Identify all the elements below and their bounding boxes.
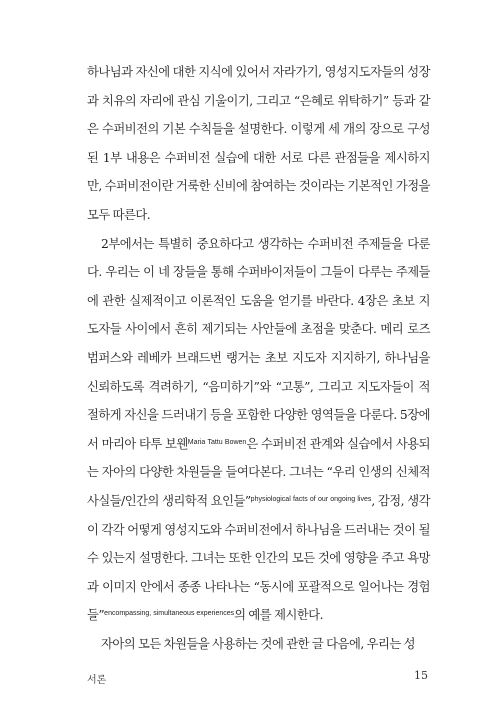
paragraph-3: 자아의 모든 차원들을 사용하는 것에 관한 글 다음에, 우리는 성	[101, 636, 416, 651]
paragraph-1: 하나님과 자신에 대한 지식에 있어서 자라가기, 영성지도자들의 성장과 치유의 자리에 관심 기울이기, 그리고 “은혜로 위탁하기” 등과 같은 수퍼비전의 기본 수칙들을 설명한다. 이렇게 세 개의 장으로 구성된 1부 내용은 수퍼비전 실습에 대한 서로 다른 관점들을 제시하지만, 수퍼비전이란 거룩한 신비에 참여하는 것이라는 기본적인 가정을 모두 따른다.	[87, 65, 430, 222]
paragraph-2-part-d: 의 예를 제시한다.	[234, 608, 324, 623]
footnote-original-phrase-2: encompassing, simultaneous experiences	[104, 610, 235, 618]
paragraph-2-part-c: , 감정, 생각이 각각 어떻게 영성지도와 수퍼비전에서 하나님을 드러내는 것이 될 수 있는지 설명한다. 그녀는 또한 인간의 모든 것에 영향을 주고 욕망과 이미지 안에서 종종 나타나는 “동시에 포괄적으로 일어나는 경험들”	[87, 493, 430, 623]
body-text	[87, 58, 430, 658]
paragraph-2-part-b: 은 수퍼비전 관계와 실습에서 사용되는 자아의 다양한 차원들을 들여다본다. 그녀는 “우리 인생의 신체적 사실들/인간의 생리학적 요인들”	[87, 436, 430, 508]
paragraph-2-part-a: 2부에서는 특별히 중요하다고 생각하는 수퍼비전 주제들을 다룬다. 우리는 이 네 장들을 통해 수퍼바이저들이 그들이 다루는 주제들에 관한 실제적이고 이론적인 도움을 얻기를 바란다. 4장은 초보 지도자들 사이에서 흔히 제기되는 사안들에 초점을 맞춘다. 메리 로즈 범퍼스와 레베카 브래드번 랭거는 초보 지도자 지지하기, 하나님을 신뢰하도록 격려하기, “음미하기”와 “고통”, 그리고 지도자들이 적절하게 자신을 드러내기 등을 포함한 다양한 영역들을 다룬다. 5장에서 마리아 타투 보웬	[87, 236, 430, 451]
footnote-original-phrase-1: physiological facts of our ongoing lives	[250, 495, 372, 503]
running-footer-section: 서론	[87, 675, 107, 686]
footnote-original-name: Maria Tattu Bowen	[187, 438, 247, 446]
page-number: 15	[414, 669, 428, 682]
paragraph-2	[87, 230, 430, 630]
